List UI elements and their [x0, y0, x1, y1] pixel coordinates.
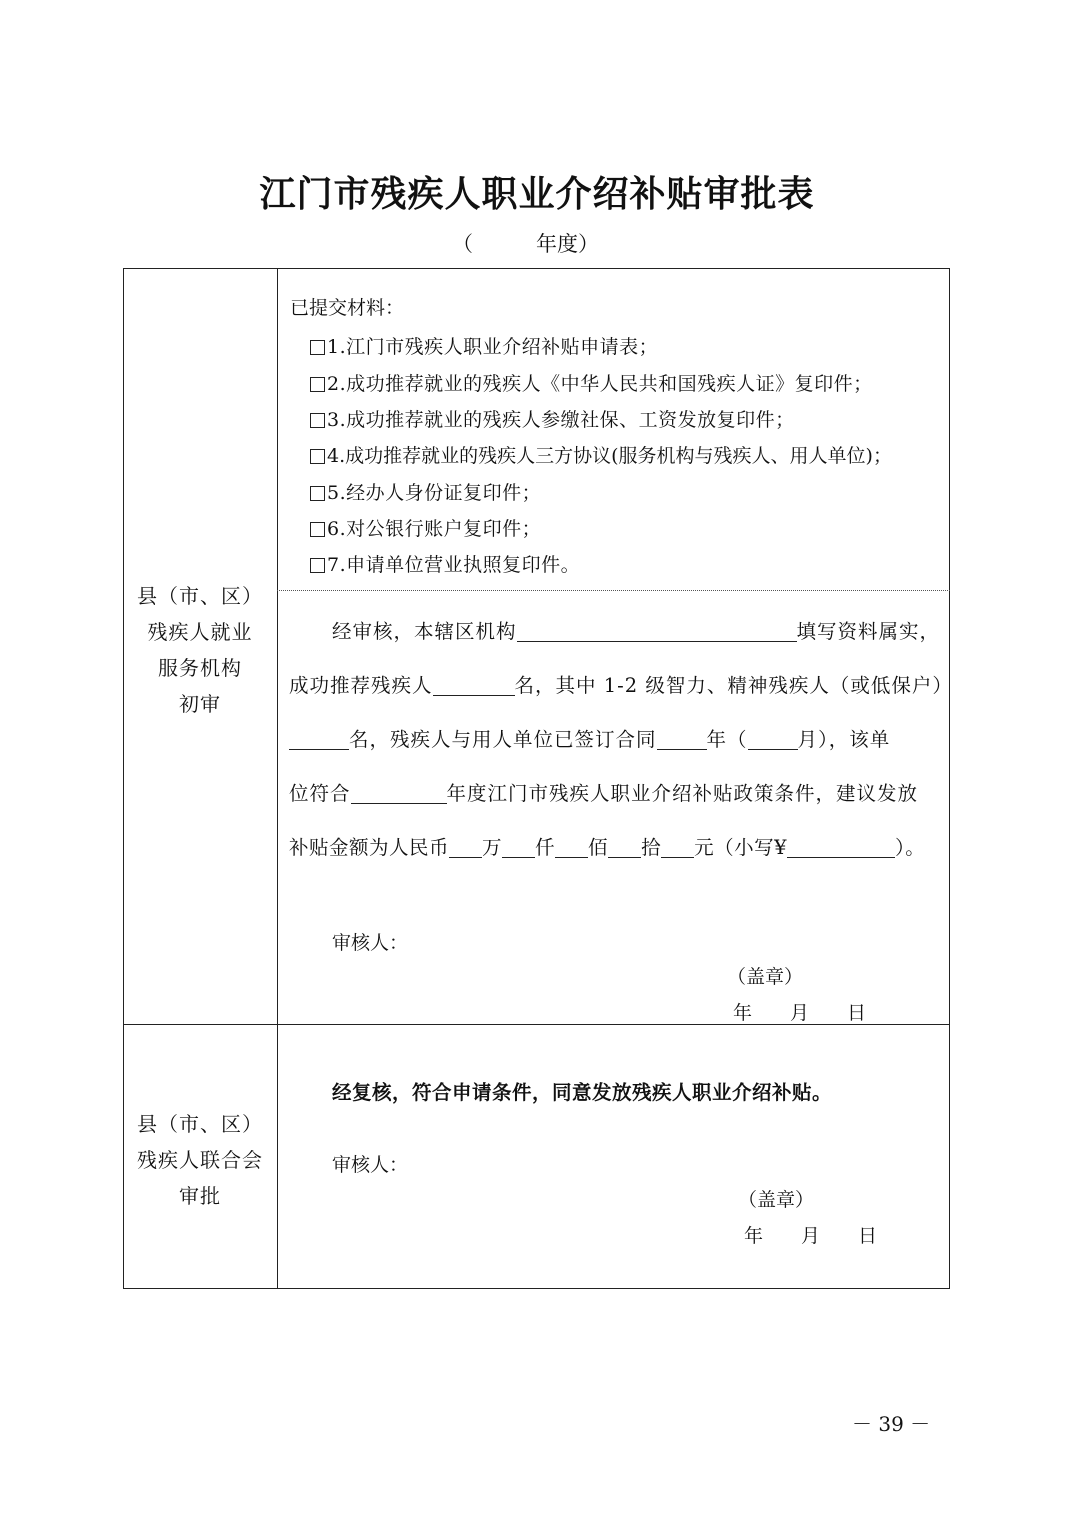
qian-blank[interactable]	[502, 837, 535, 858]
contract-months-blank[interactable]	[748, 729, 798, 750]
contract-years-blank[interactable]	[657, 729, 707, 750]
checkbox[interactable]	[310, 558, 325, 573]
checkbox[interactable]	[310, 449, 325, 464]
seal-label: （盖章）	[738, 1189, 815, 1211]
date-line: 年 月 日	[733, 1002, 867, 1024]
checkbox[interactable]	[310, 486, 325, 501]
date-line: 年 月 日	[744, 1225, 878, 1247]
material-item: 6.对公银行账户复印件；	[310, 514, 541, 541]
institution-blank[interactable]	[517, 621, 797, 642]
reviewer-label: 审核人：	[332, 932, 409, 954]
section1-label: 县（市、区） 残疾人就业 服务机构 初审	[137, 584, 263, 716]
review-line-4: 位符合 年度江门市残疾人职业介绍补贴政策条件，建议发放	[289, 782, 919, 805]
reviewer-label: 审核人：	[332, 1154, 409, 1176]
material-item: 5.经办人身份证复印件；	[310, 478, 541, 505]
wan-blank[interactable]	[449, 837, 482, 858]
form-title: 江门市残疾人职业介绍补贴审批表	[259, 173, 815, 215]
materials-header: 已提交材料：	[290, 297, 405, 319]
material-item: 4.成功推荐就业的残疾人三方协议(服务机构与残疾人、用人单位)；	[310, 441, 892, 468]
review-line-2: 成功推荐残疾人 名，其中 1-2 级智力、精神残疾人（或低保户）	[289, 674, 953, 697]
shi-blank[interactable]	[608, 837, 641, 858]
review-line-5: 补贴金额为人民币 万 仟 佰 拾 元（小写¥ ）。	[289, 836, 926, 859]
material-item: 2.成功推荐就业的残疾人《中华人民共和国残疾人证》复印件；	[310, 369, 873, 396]
review-line-1: 经审核，本辖区机构 填写资料属实，	[332, 620, 941, 643]
page-number: － 39 －	[852, 1412, 931, 1436]
checkbox[interactable]	[310, 522, 325, 537]
approval-statement: 经复核，符合申请条件，同意发放残疾人职业介绍补贴。	[332, 1081, 833, 1104]
material-item: 7.申请单位营业执照复印件。	[310, 550, 580, 577]
review-line-3: 名，残疾人与用人单位已签订合同 年（ 月），该单	[289, 724, 890, 752]
column-divider	[277, 268, 278, 1289]
section2-label: 县（市、区） 残疾人联合会 审批	[137, 1112, 263, 1208]
seal-label: （盖章）	[727, 966, 804, 988]
year-line: （ 年度）	[452, 232, 599, 256]
count-blank[interactable]	[433, 675, 515, 696]
material-item: 1.江门市残疾人职业介绍补贴申请表；	[310, 332, 658, 359]
bai-blank[interactable]	[555, 837, 588, 858]
amount-lowercase-blank[interactable]	[787, 837, 895, 858]
dotted-divider	[277, 590, 950, 591]
special-count-blank[interactable]	[289, 729, 349, 750]
material-item: 3.成功推荐就业的残疾人参缴社保、工资发放复印件；	[310, 405, 795, 432]
checkbox[interactable]	[310, 377, 325, 392]
yuan-blank[interactable]	[661, 837, 694, 858]
checkbox[interactable]	[310, 340, 325, 355]
year-blank[interactable]	[351, 783, 447, 804]
checkbox[interactable]	[310, 413, 325, 428]
